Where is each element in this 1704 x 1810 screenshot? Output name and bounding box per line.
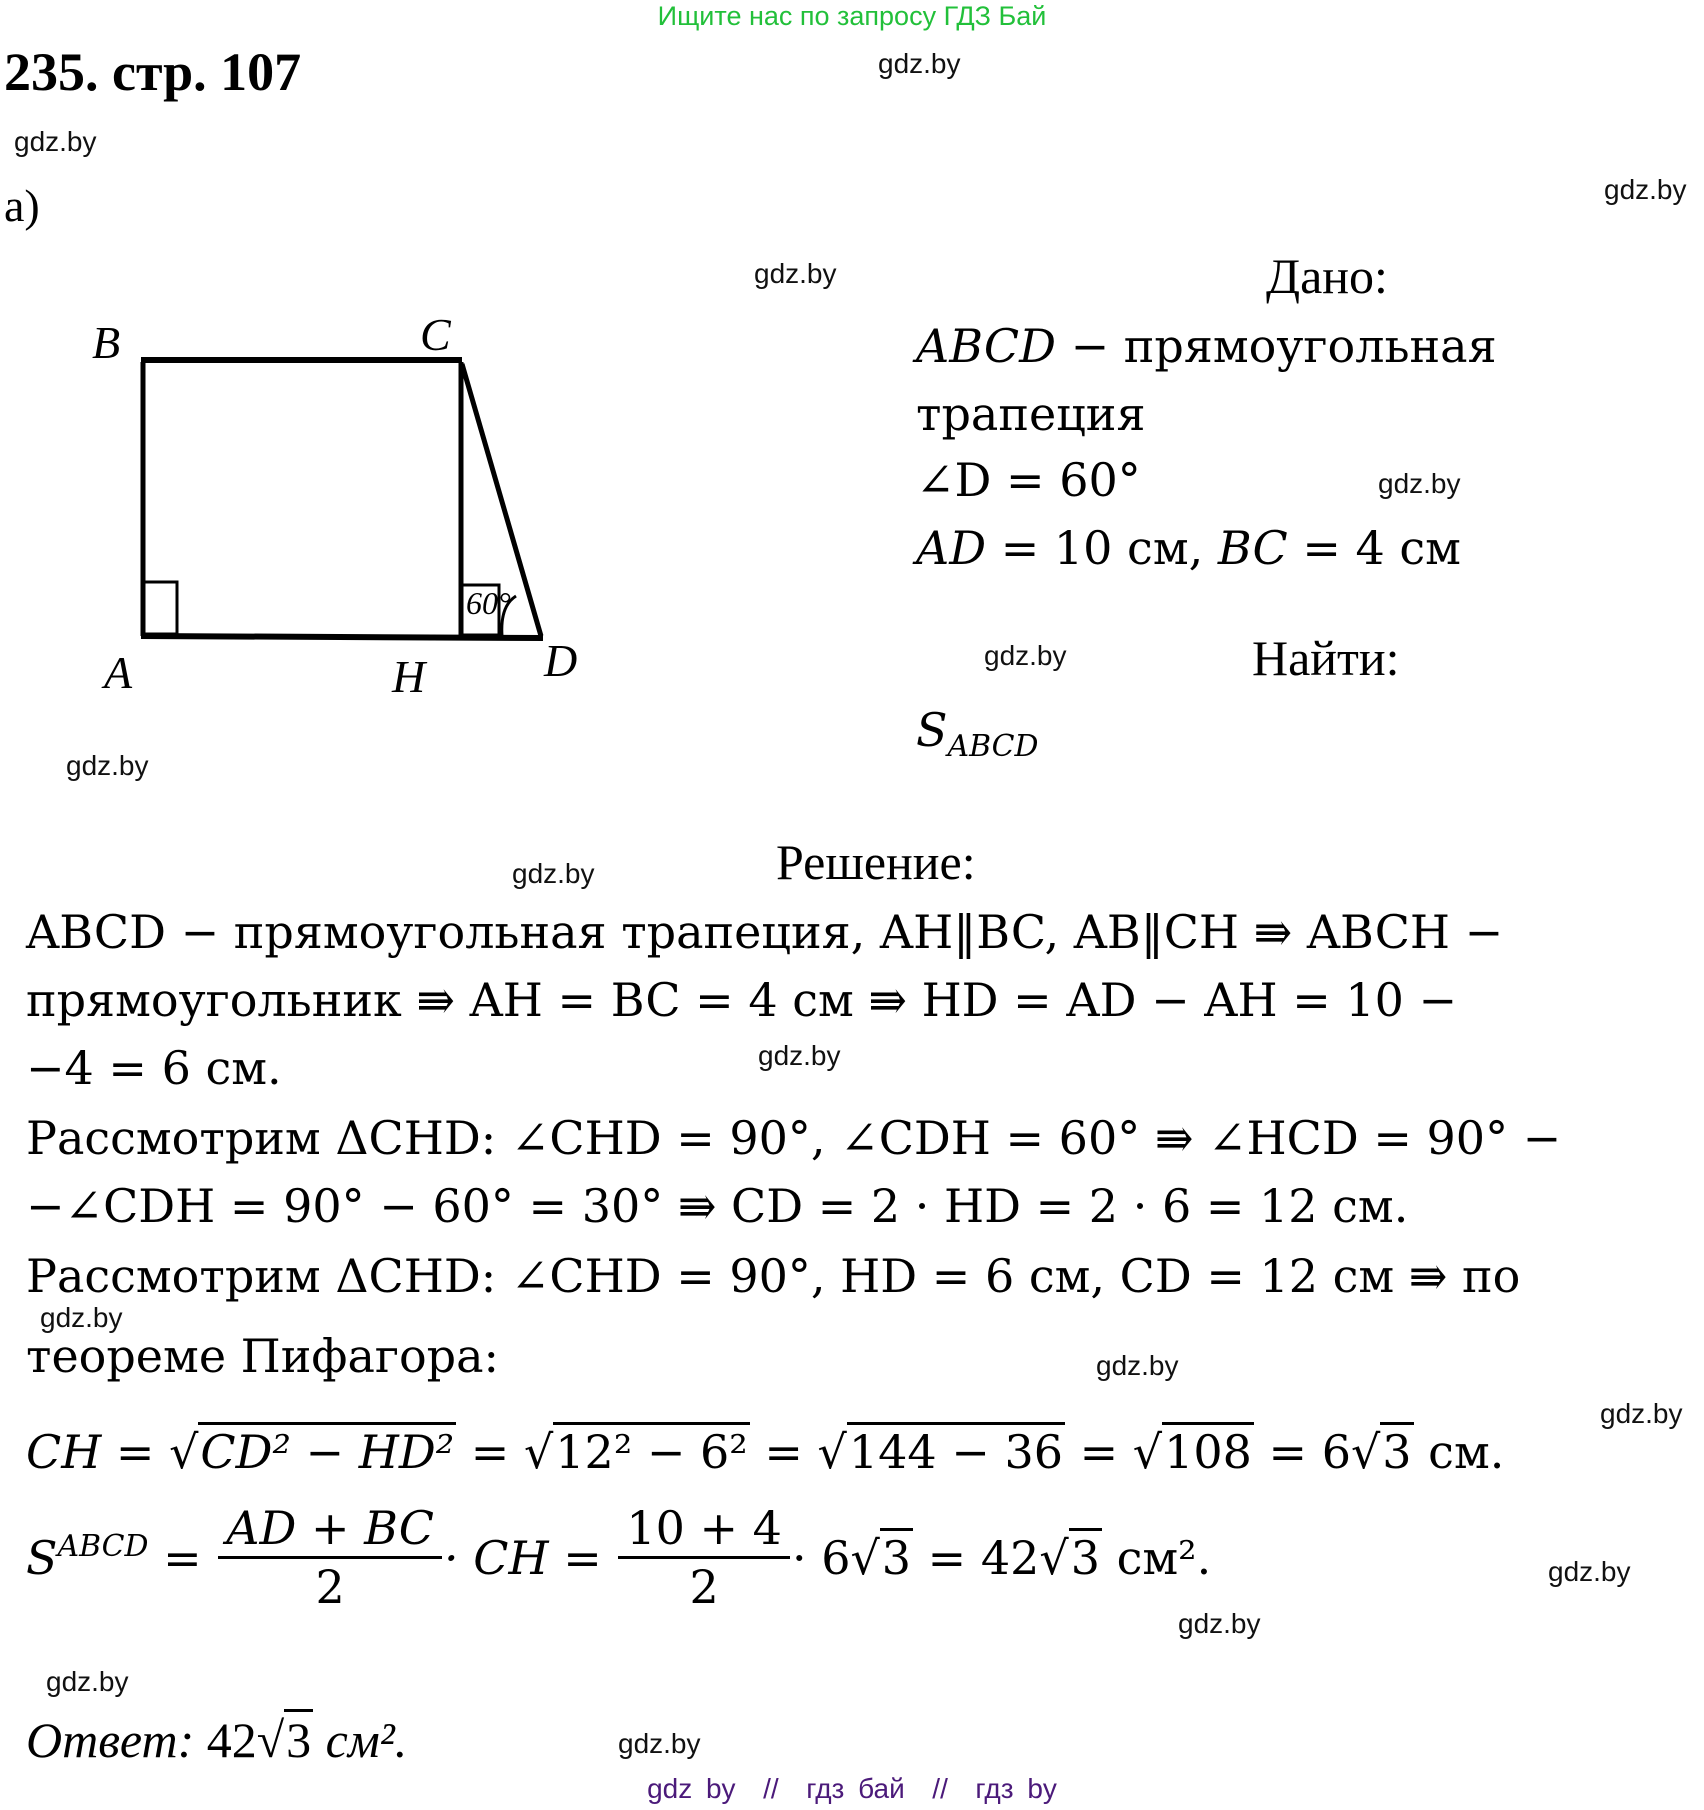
given-bc-value: = 4 см [1287, 521, 1461, 575]
watermark: gdz.by [66, 750, 149, 781]
radicand: 3 [880, 1528, 913, 1585]
given-line-1 [916, 318, 1497, 374]
times-ch: · CH = [444, 1530, 617, 1585]
solution-line: Рассмотрим ΔCHD: ∠CHD = 90°, ∠CDH = 60° ⇛ ∠HCD = 90° − [26, 1111, 1562, 1165]
radicand: 12² − 6² [553, 1422, 749, 1479]
ch-equation [26, 1424, 1504, 1480]
sqrt-expression: √CD² − HD² [169, 1424, 456, 1480]
unit: см². [1101, 1530, 1212, 1585]
numerator: 10 + 4 [626, 1501, 782, 1555]
fraction [622, 1500, 786, 1615]
radicand: 108 [1162, 1422, 1254, 1479]
answer [26, 1712, 407, 1768]
given-figure-type: − прямоугольная [1055, 319, 1497, 373]
vertex-label-d: D [544, 635, 578, 686]
find-target [916, 702, 1038, 775]
solution-line: ABCD − прямоугольная трапеция, AH‖BC, AB‖CH ⇛ ABCH − [26, 905, 1504, 959]
sqrt-expression: √12² − 6² [524, 1424, 750, 1480]
radicand: 144 − 36 [847, 1422, 1065, 1479]
equals: = 42 [913, 1530, 1040, 1585]
watermark: gdz.by [14, 126, 97, 157]
trapezoid-figure [80, 300, 840, 720]
watermark: gdz.by [1548, 1556, 1631, 1587]
sqrt-expression: √3 [257, 1712, 313, 1768]
given-heading: Дано: [1266, 248, 1388, 304]
multiplier: · 6 [791, 1530, 851, 1585]
sqrt-expression: √3 [1039, 1530, 1102, 1586]
answer-value: 42 [194, 1712, 257, 1768]
given-line-3: ∠D = 60° [916, 453, 1141, 507]
watermark: gdz.by [40, 1302, 123, 1333]
watermark: gdz.by [878, 48, 961, 79]
find-area-symbol: S [916, 703, 948, 757]
solution-line: Рассмотрим ΔCHD: ∠CHD = 90°, HD = 6 см, CD = 12 см ⇛ по [26, 1249, 1521, 1303]
vertex-label-h: H [392, 651, 426, 702]
denominator: 2 [618, 1556, 790, 1615]
given-line-2: трапеция [916, 387, 1146, 441]
answer-unit: см². [313, 1712, 408, 1768]
radicand: 3 [284, 1709, 313, 1768]
given-ad: AD [916, 521, 987, 575]
footer-links[interactable]: gdz by // гдз бай // гдз by [647, 1773, 1057, 1804]
promo-banner[interactable]: Ищите нас по запросу ГДЗ Бай [657, 1, 1047, 31]
watermark: gdz.by [1604, 174, 1687, 205]
find-heading: Найти: [1252, 630, 1400, 686]
part-label: а) [4, 180, 40, 231]
watermark: gdz.by [1178, 1608, 1261, 1639]
equals: = 6 [1253, 1425, 1351, 1479]
denominator: 2 [218, 1556, 442, 1615]
area-equation [26, 1500, 1211, 1615]
vertex-label-b: B [92, 317, 121, 368]
unit: см. [1413, 1425, 1505, 1479]
page-title: 235. стр. 107 [4, 42, 302, 102]
equals: = [1064, 1425, 1133, 1479]
solution-heading: Решение: [776, 834, 976, 890]
find-area-subscript: ABCD [947, 729, 1039, 765]
solution-line: теореме Пифагора: [26, 1329, 500, 1383]
solution-line: −∠CDH = 90° − 60° = 30° ⇛ CD = 2 · HD = 2 · 6 = 12 см. [26, 1179, 1409, 1233]
watermark: gdz.by [1378, 468, 1461, 499]
angle-label: 60° [466, 585, 511, 621]
vertex-label-a: A [104, 647, 133, 698]
watermark: gdz.by [758, 1040, 841, 1071]
watermark: gdz.by [754, 258, 837, 289]
sqrt-expression: √144 − 36 [818, 1424, 1065, 1480]
solution-line: −4 = 6 см. [26, 1041, 282, 1095]
radicand: 3 [1069, 1528, 1102, 1585]
given-ad-value: = 10 см, [986, 521, 1218, 575]
given-figure-name: ABCD [916, 319, 1056, 373]
given-line-4 [916, 520, 1461, 576]
vertex-label-c: C [420, 309, 451, 360]
watermark: gdz.by [512, 858, 595, 889]
sqrt-expression: √108 [1133, 1424, 1254, 1480]
sqrt-expression: √3 [850, 1530, 913, 1586]
fraction [222, 1500, 438, 1615]
equals: = [456, 1425, 524, 1479]
equals: = [148, 1530, 217, 1585]
area-subscript: ABCD [57, 1529, 149, 1564]
watermark: gdz.by [984, 640, 1067, 671]
solution-line: прямоугольник ⇛ AH = BC = 4 см ⇛ HD = AD − AH = 10 − [26, 973, 1458, 1027]
watermark: gdz.by [1096, 1350, 1179, 1381]
watermark: gdz.by [46, 1666, 129, 1697]
answer-label: Ответ: [26, 1712, 195, 1768]
area-symbol: S [26, 1530, 58, 1585]
radicand: CD² − HD² [198, 1422, 456, 1479]
ch-lhs: CH = [26, 1425, 170, 1479]
sqrt-expression: √3 [1351, 1424, 1414, 1480]
equals: = [749, 1425, 818, 1479]
numerator: AD + BC [226, 1501, 435, 1555]
watermark: gdz.by [1600, 1398, 1683, 1429]
radicand: 3 [1380, 1422, 1413, 1479]
watermark: gdz.by [618, 1728, 701, 1759]
given-bc: BC [1217, 521, 1288, 575]
